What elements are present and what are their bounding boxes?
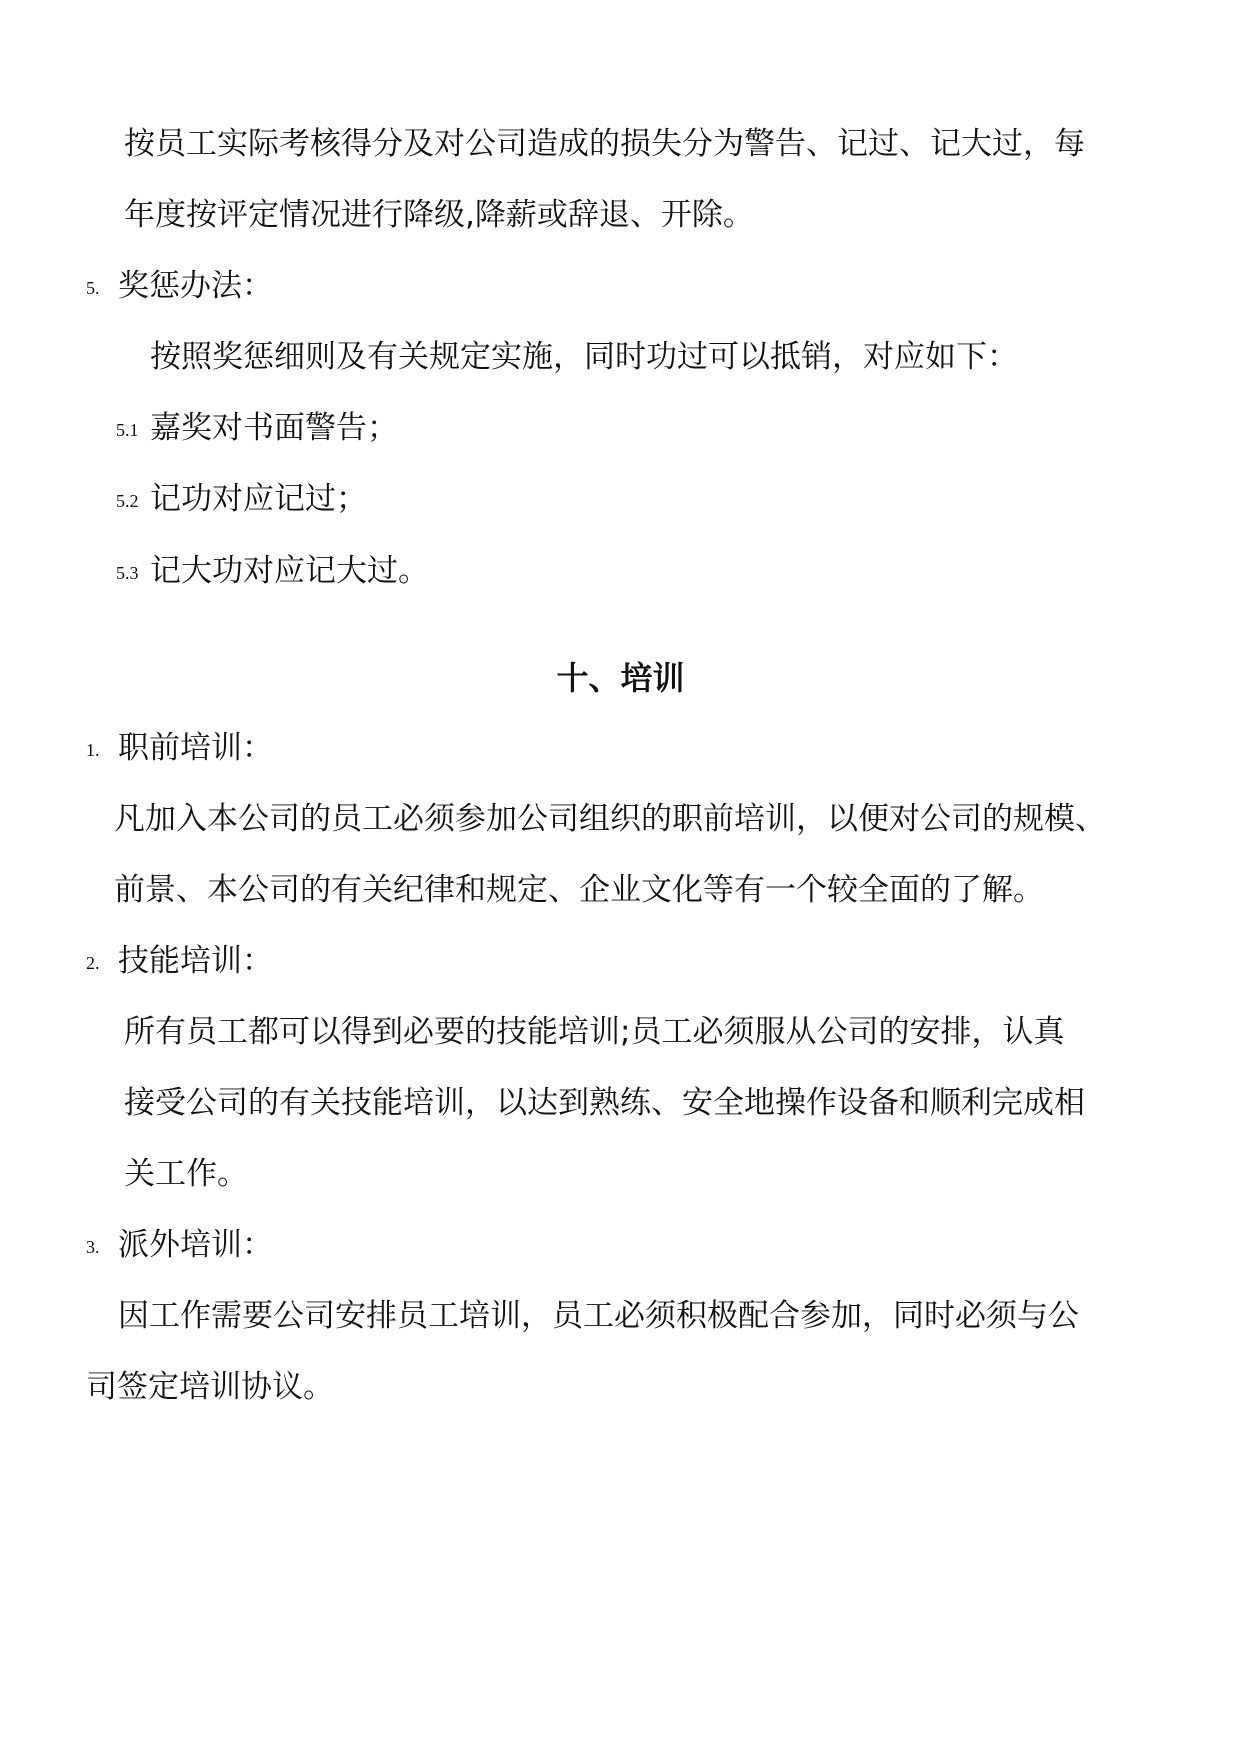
sublist-item: 嘉奖对书面警告；: [150, 410, 398, 446]
sublist-item: 记大功对应记大过。: [150, 553, 429, 589]
section-heading: 十、培训: [556, 659, 685, 697]
list-item-title: 职前培训：: [118, 730, 273, 766]
paragraph-line: 前景、本公司的有关纪律和规定、企业文化等有一个较全面的了解。: [114, 872, 1044, 908]
sublist-item: 记功对应记过；: [150, 481, 367, 517]
paragraph-line: 按员工实际考核得分及对公司造成的损失分为警告、记过、记大过，每: [124, 126, 1085, 162]
list-number: 5.: [86, 278, 100, 298]
paragraph-line: 接受公司的有关技能培训，以达到熟练、安全地操作设备和顺利完成相: [124, 1085, 1085, 1121]
paragraph-line: 凡加入本公司的员工必须参加公司组织的职前培训，以便对公司的规模、: [114, 801, 1106, 837]
list-item-title: 技能培训：: [118, 943, 273, 979]
paragraph-line: 年度按评定情况进行降级,降薪或辞退、开除。: [124, 197, 754, 233]
paragraph-line: 因工作需要公司安排员工培训，员工必须积极配合参加，同时必须与公: [118, 1298, 1079, 1334]
sublist-number: 5.1: [116, 420, 139, 440]
paragraph-line: 所有员工都可以得到必要的技能培训;员工必须服从公司的安排，认真: [124, 1014, 1065, 1050]
paragraph-line: 司签定培训协议。: [86, 1369, 334, 1405]
list-number: 1.: [86, 740, 100, 760]
paragraph-line: 按照奖惩细则及有关规定实施，同时功过可以抵销，对应如下：: [150, 339, 1018, 375]
paragraph-line: 关工作。: [124, 1156, 248, 1192]
sublist-number: 5.3: [116, 563, 139, 583]
list-number: 3.: [86, 1237, 100, 1257]
list-item-title: 奖惩办法：: [118, 268, 273, 304]
sublist-number: 5.2: [116, 491, 139, 511]
list-number: 2.: [86, 953, 100, 973]
list-item-title: 派外培训：: [118, 1227, 273, 1263]
